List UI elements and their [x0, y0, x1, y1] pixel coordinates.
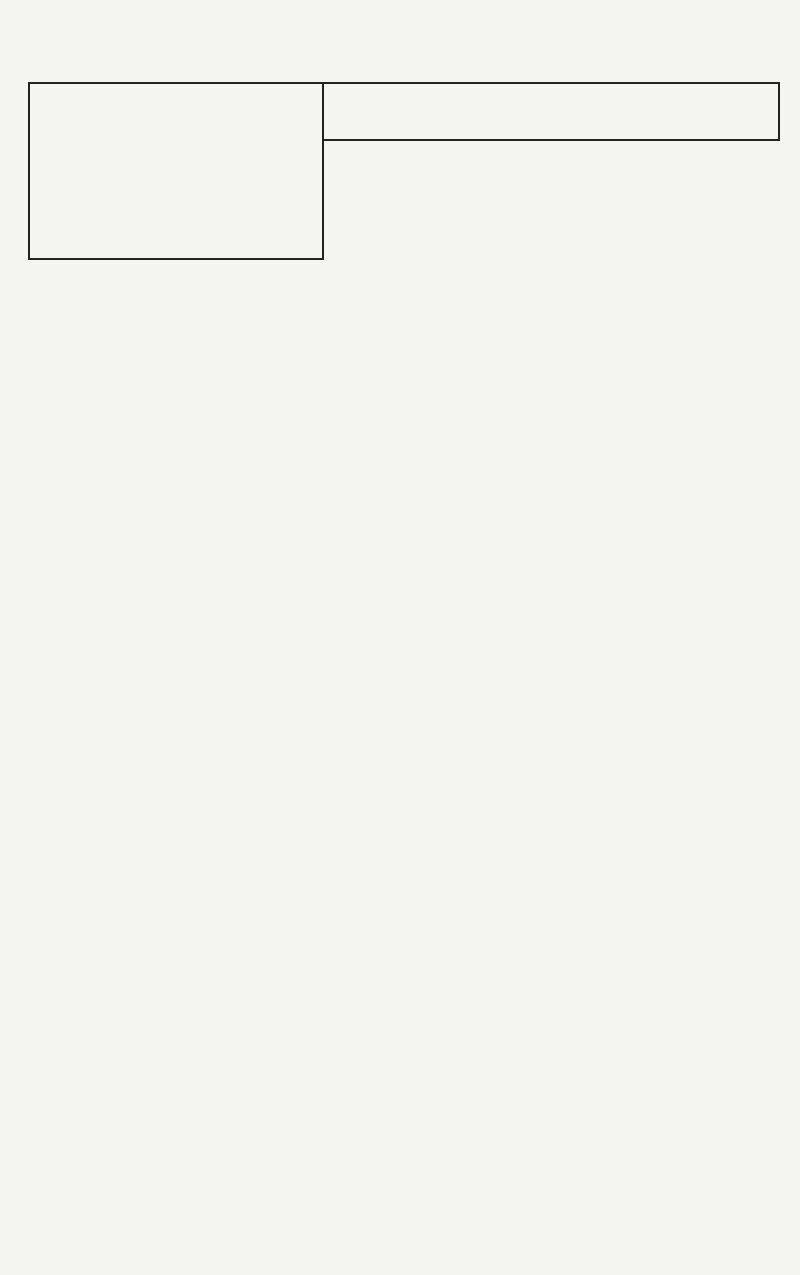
table-corner: [29, 83, 323, 259]
whooping-cough-table: [28, 82, 780, 700]
year-of-birth-header: [323, 83, 779, 140]
smallpox-table: [28, 808, 792, 1030]
section-a-heading: [22, 1155, 42, 1174]
